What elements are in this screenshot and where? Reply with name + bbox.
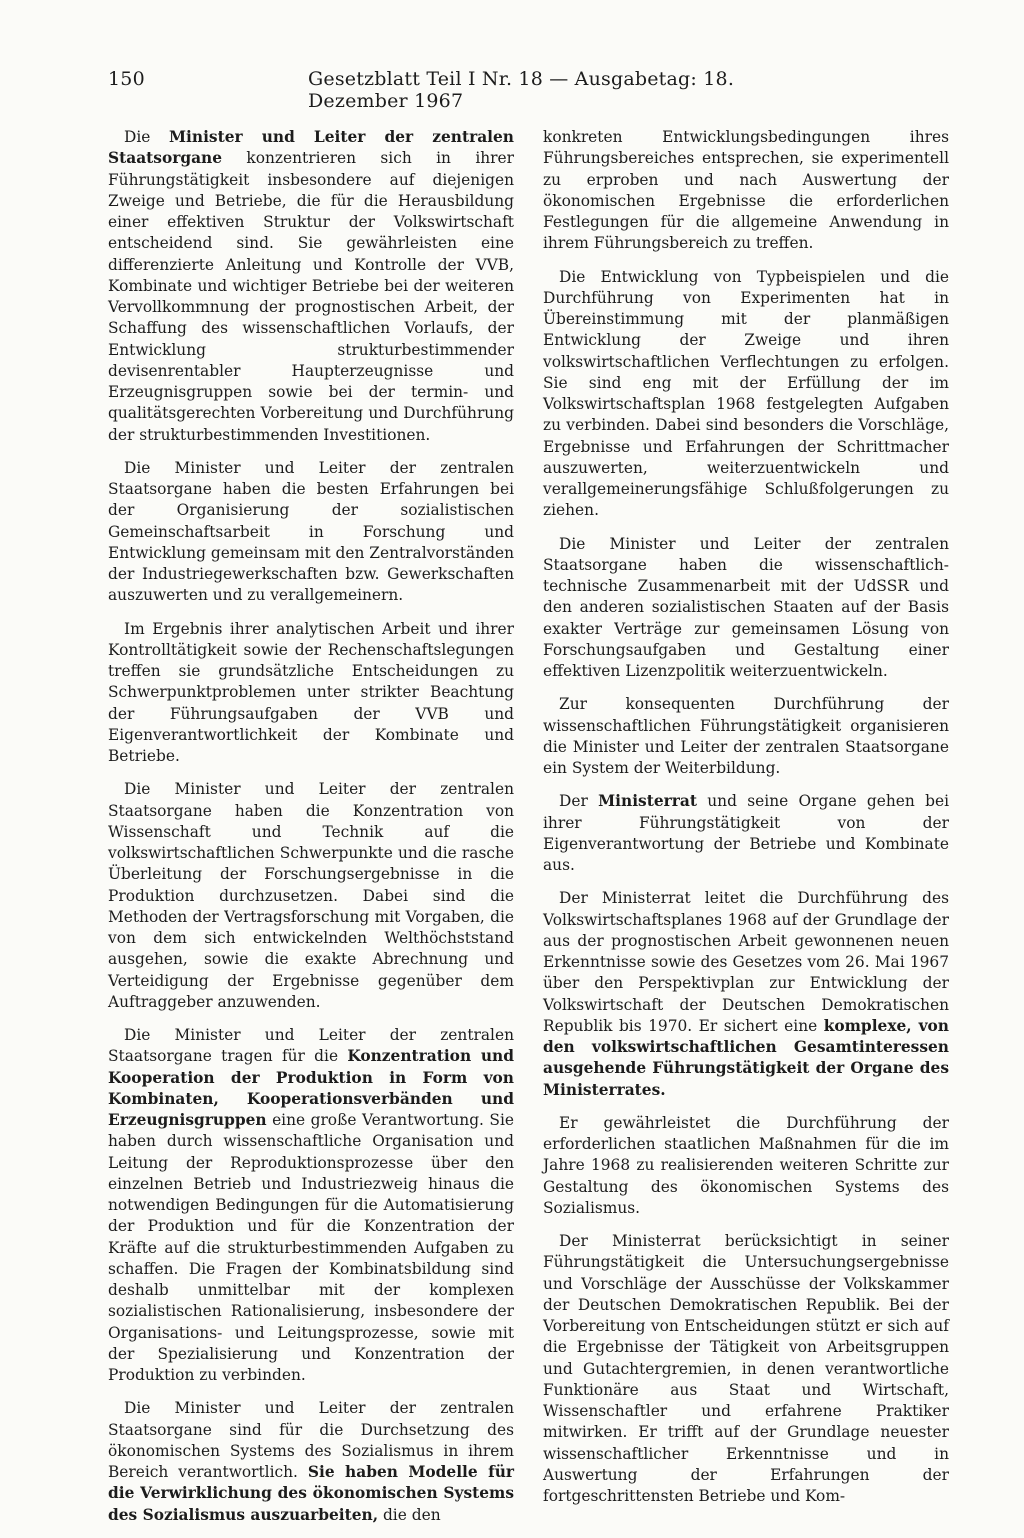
paragraph: Die Minister und Leiter der zentralen Staatsorgane haben die besten Erfahrungen bei der Organisierung der sozialistischen Gemeinschaftsarbeit in Forschung und Entwicklung gemeinsam mit den Zentralvorständen der Industriegewerkschaften bzw. Gewerkschaften auszuwerten und zu verallgemeinern. bbox=[108, 458, 514, 605]
paragraph: Die Minister und Leiter der zentralen Staatsorgane haben die wissenschaftlich-technische Zusammenarbeit mit der UdSSR und den anderen sozialistischen Staaten auf der Basis exakter Verträge zur gemeinsamen Lösung von Forschungsaufgaben und Gestaltung einer effektiven Lizenzpolitik weiterzuentwickeln. bbox=[543, 534, 949, 680]
left-column bbox=[108, 127, 514, 1538]
paragraph: Die Minister und Leiter der zentralen Staatsorgane haben die Konzentration von Wissenschaft und Technik auf die volkswirtschaftlichen Schwerpunkte und die rasche Überleitung der Forschungsergebnisse in die Produktion durchzusetzen. Dabei sind die Methoden der Vertragsforschung mit Vorgaben, die von dem sich entwickelnden Welthöchststand ausgehen, sowie die exakte Abrechnung und Verteidigung der Ergebnisse gegenüber dem Auftraggeber anzuwenden. bbox=[108, 780, 514, 1011]
paragraph: Er gewährleistet die Durchführung der erforderlichen staatlichen Maßnahmen für die im Jahre 1968 zu realisierenden weiteren Schritte zur Gestaltung des ökonomischen Systems des Sozialismus. bbox=[543, 1113, 949, 1217]
paragraph: Der Ministerrat und seine Organe gehen bei ihrer Führungstätigkeit von der Eigenverantwortung der Betriebe und Kombinate aus. bbox=[543, 792, 949, 874]
paragraph: Im Ergebnis ihrer analytischen Arbeit und ihrer Kontrolltätigkeit sowie der Rechenschaftslegungen treffen sie grundsätzliche Entscheidungen zu Schwerpunktproblemen unter strikter Beachtung der Führungsaufgaben der VVB und Eigenverantwortlichkeit der Kombinate und Betriebe. bbox=[108, 619, 514, 765]
page-number: 150 bbox=[108, 68, 145, 90]
paragraph-continued: konkreten Entwicklungsbedingungen ihres Führungsbereiches entsprechen, sie experimentell zu erproben und nach Auswertung der ökonomischen Ergebnisse die erforderlichen Festlegungen für die allgemeine Anwendung in ihrem Führungsbereich zu treffen. bbox=[543, 128, 949, 253]
paragraph: Der Ministerrat berücksichtigt in seiner Führungstätigkeit die Untersuchungsergebnisse und Vorschläge der Ausschüsse der Volkskammer der Deutschen Demokratischen Republik. Bei der Vorbereitung von Entscheidungen stützt er sich auf die Ergebnisse der Tätigkeit von Arbeitsgruppen und Gutachtergremien, in denen verantwortliche Funktionäre aus Staat und Wirtschaft, Wissenschaftler und erfahrene Praktiker mitwirken. Er trifft auf der Grundlage neuester wissenschaftlicher Erkenntnisse und in Auswertung der Erfahrungen der fortgeschrittensten Betriebe und Kom- bbox=[543, 1232, 949, 1505]
paragraph: Der Ministerrat leitet die Durchführung des Volkswirtschaftsplanes 1968 auf der Grundlage der aus der prognostischen Arbeit gewonnenen neuen Erkenntnisse sowie des Gesetzes vom 26. Mai 1967 über den Perspektivplan zur Entwicklung der Volkswirtschaft der Deutschen Demokratischen Republik bis 1970. Er sichert eine komplexe, von den volkswirtschaftlichen Gesamtinteressen ausgehende Führungstätigkeit der Organe des Ministerrates. bbox=[543, 889, 949, 1099]
right-column bbox=[543, 127, 949, 1519]
gazette-title: Gesetzblatt Teil I Nr. 18 — Ausgabetag: 18. Dezember 1967 bbox=[308, 68, 735, 112]
paragraph: Zur konsequenten Durchführung der wissenschaftlichen Führungstätigkeit organisieren die Minister und Leiter der zentralen Staatsorgane ein System der Weiterbildung. bbox=[543, 695, 949, 777]
paragraph: Die Minister und Leiter der zentralen Staatsorgane tragen für die Konzentration und Kooperation der Produktion in Form von Kombinaten, Kooperationsverbänden und Erzeugnisgruppen eine große Verantwortung. Sie haben durch wissenschaftliche Organisation und Leitung der Reproduktionsprozesse über den einzelnen Betrieb und Industriezweig hinaus die notwendigen Bedingungen für die Automatisierung der Produktion und für die Konzentration der Kräfte auf die strukturbestimmenden Aufgaben zu schaffen. Die Fragen der Kombinatsbildung sind deshalb unmittelbar mit der komplexen sozialistischen Rationalisierung, insbesondere der Organisations- und Leitungsprozesse, sowie mit der Spezialisierung und Konzentration der Produktion zu verbinden. bbox=[108, 1026, 514, 1384]
page-header bbox=[108, 68, 768, 112]
paragraph: Die Minister und Leiter der zentralen Staatsorgane konzentrieren sich in ihrer Führungstätigkeit insbesondere auf diejenigen Zweige und Betriebe, die für die Herausbildung einer effektiven Struktur der Volkswirtschaft entscheidend sind. Sie gewährleisten eine differenzierte Anleitung und Kontrolle der VVB, Kombinate und wichtiger Betriebe bei der weiteren Vervollkommnung der prognostischen Arbeit, der Schaffung des wissenschaftlichen Vorlaufs, der Entwicklung strukturbestimmender devisenrentabler Haupterzeugnisse und Erzeugnisgruppen sowie bei der termin- und qualitätsgerechten Vorbereitung und Durchführung der strukturbestimmenden Investitionen. bbox=[108, 128, 514, 444]
paragraph: Die Entwicklung von Typbeispielen und die Durchführung von Experimenten hat in Übereinstimmung mit der planmäßigen Entwicklung der Zweige und ihren volkswirtschaftlichen Verflechtungen zu erfolgen. Sie sind eng mit der Erfüllung der im Volkswirtschaftsplan 1968 festgelegten Aufgaben zu verbinden. Dabei sind besonders die Vorschläge, Ergebnisse und Erfahrungen der Schrittmacher auszuwerten, weiterzuentwickeln und verallgemeinerungsfähige Schlußfolgerungen zu ziehen. bbox=[543, 267, 949, 520]
paragraph: Die Minister und Leiter der zentralen Staatsorgane sind für die Durchsetzung des ökonomischen Systems des Sozialismus in ihrem Bereich verantwortlich. Sie haben Modelle für die Verwirklichung des ökonomischen Systems des Sozialismus auszuarbeiten, die den bbox=[108, 1399, 514, 1524]
